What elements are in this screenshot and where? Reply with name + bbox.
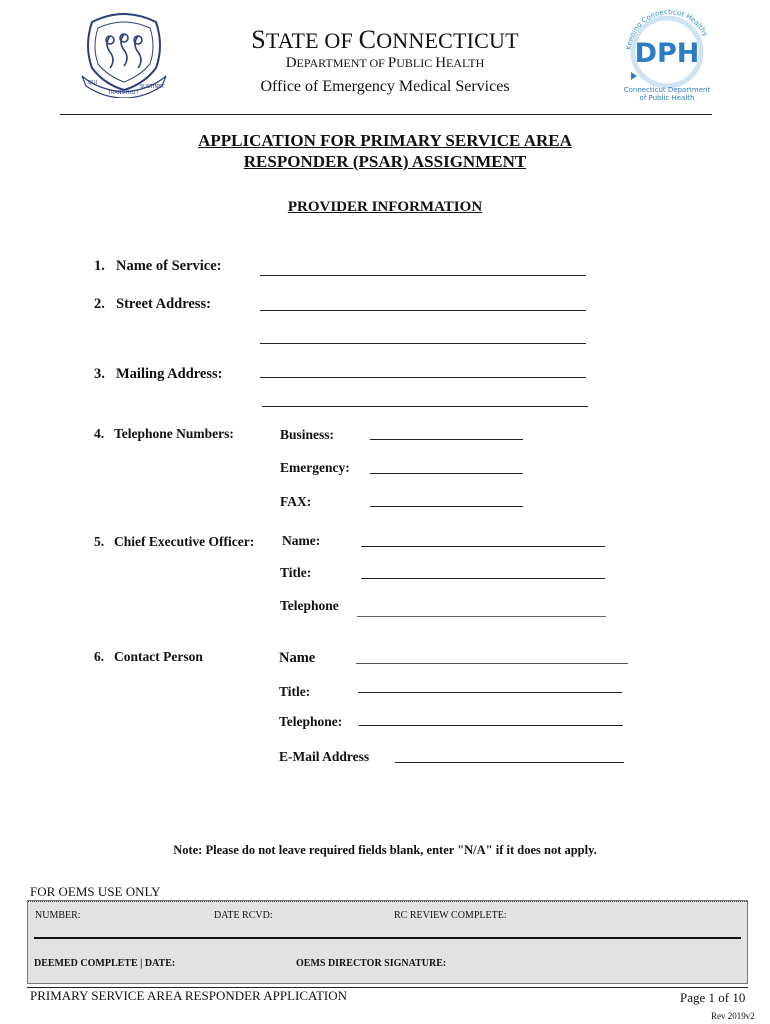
svg-text:of Public Health: of Public Health — [639, 94, 695, 102]
section-heading: PROVIDER INFORMATION — [287, 199, 483, 215]
mailing-address-field-1[interactable] — [260, 377, 586, 378]
question-1-label: 1. Name of Service: — [94, 258, 222, 274]
ceo-name-label: Name: — [282, 533, 321, 548]
fax-field[interactable] — [370, 506, 523, 507]
contact-telephone-label: Telephone: — [279, 714, 343, 729]
svg-text:QUI: QUI — [88, 80, 98, 86]
state-title: STATE OF CONNECTICUT — [251, 25, 519, 54]
mailing-address-field-2[interactable] — [262, 406, 588, 407]
emergency-phone-label: Emergency: — [280, 460, 350, 475]
contact-title-field[interactable] — [358, 692, 622, 693]
oems-divider — [34, 937, 741, 939]
svg-text:Keeping Connecticut Healthy: Keeping Connecticut Healthy — [624, 7, 710, 51]
svg-text:SUSTINET: SUSTINET — [140, 84, 165, 90]
form-title: APPLICATION FOR PRIMARY SERVICE AREA RESPONDER (PSAR) ASSIGNMENT — [198, 131, 572, 171]
contact-name-field[interactable] — [356, 663, 628, 664]
office-name: Office of Emergency Medical Services — [260, 78, 510, 95]
fax-label: FAX: — [280, 494, 312, 509]
svg-text:DPH: DPH — [634, 38, 700, 69]
ceo-title-label: Title: — [280, 565, 312, 580]
ceo-name-field[interactable] — [361, 546, 605, 547]
business-phone-field[interactable] — [370, 439, 523, 440]
ceo-telephone-label: Telephone — [280, 598, 339, 613]
contact-telephone-field[interactable] — [359, 725, 623, 726]
question-6-label: 6. Contact Person — [94, 649, 203, 664]
oems-director-signature-label: OEMS DIRECTOR SIGNATURE: — [296, 958, 447, 969]
contact-email-label: E-Mail Address — [279, 749, 370, 764]
question-2-label: 2. Street Address: — [94, 296, 211, 312]
svg-text:Connecticut Department: Connecticut Department — [623, 86, 711, 94]
oems-deemed-complete-label: DEEMED COMPLETE | DATE: — [34, 958, 176, 969]
street-address-field-1[interactable] — [260, 310, 586, 311]
page-number: Page 1 of 10 — [680, 990, 746, 1005]
contact-email-field[interactable] — [395, 762, 624, 763]
oems-number-label: NUMBER: — [35, 910, 81, 921]
name-of-service-field[interactable] — [260, 275, 586, 276]
question-4-label: 4. Telephone Numbers: — [94, 426, 234, 441]
street-address-field-2[interactable] — [260, 343, 586, 344]
question-5-label: 5. Chief Executive Officer: — [94, 534, 255, 549]
contact-title-label: Title: — [279, 684, 311, 699]
ceo-title-field[interactable] — [361, 578, 605, 579]
header-divider — [60, 114, 712, 115]
form-note: Note: Please do not leave required fields blank, enter "N/A" if it does not apply. — [173, 843, 597, 857]
svg-text:TRANSTULIT: TRANSTULIT — [108, 90, 139, 96]
emergency-phone-field[interactable] — [370, 473, 523, 474]
department-name: DEPARTMENT OF PUBLIC HEALTH — [285, 55, 485, 71]
contact-name-label: Name — [279, 650, 316, 666]
business-phone-label: Business: — [280, 427, 335, 442]
oems-use-only-box — [27, 900, 748, 984]
footer-title: PRIMARY SERVICE AREA RESPONDER APPLICATION — [30, 988, 348, 1003]
ceo-telephone-field[interactable] — [357, 616, 606, 617]
question-3-label: 3. Mailing Address: — [94, 366, 223, 382]
oems-rc-review-label: RC REVIEW COMPLETE: — [394, 910, 507, 921]
oems-use-only-label: FOR OEMS USE ONLY — [30, 884, 161, 899]
oems-date-rcvd-label: DATE RCVD: — [214, 910, 273, 921]
revision-label: Rev 2019v2 — [711, 1011, 755, 1021]
